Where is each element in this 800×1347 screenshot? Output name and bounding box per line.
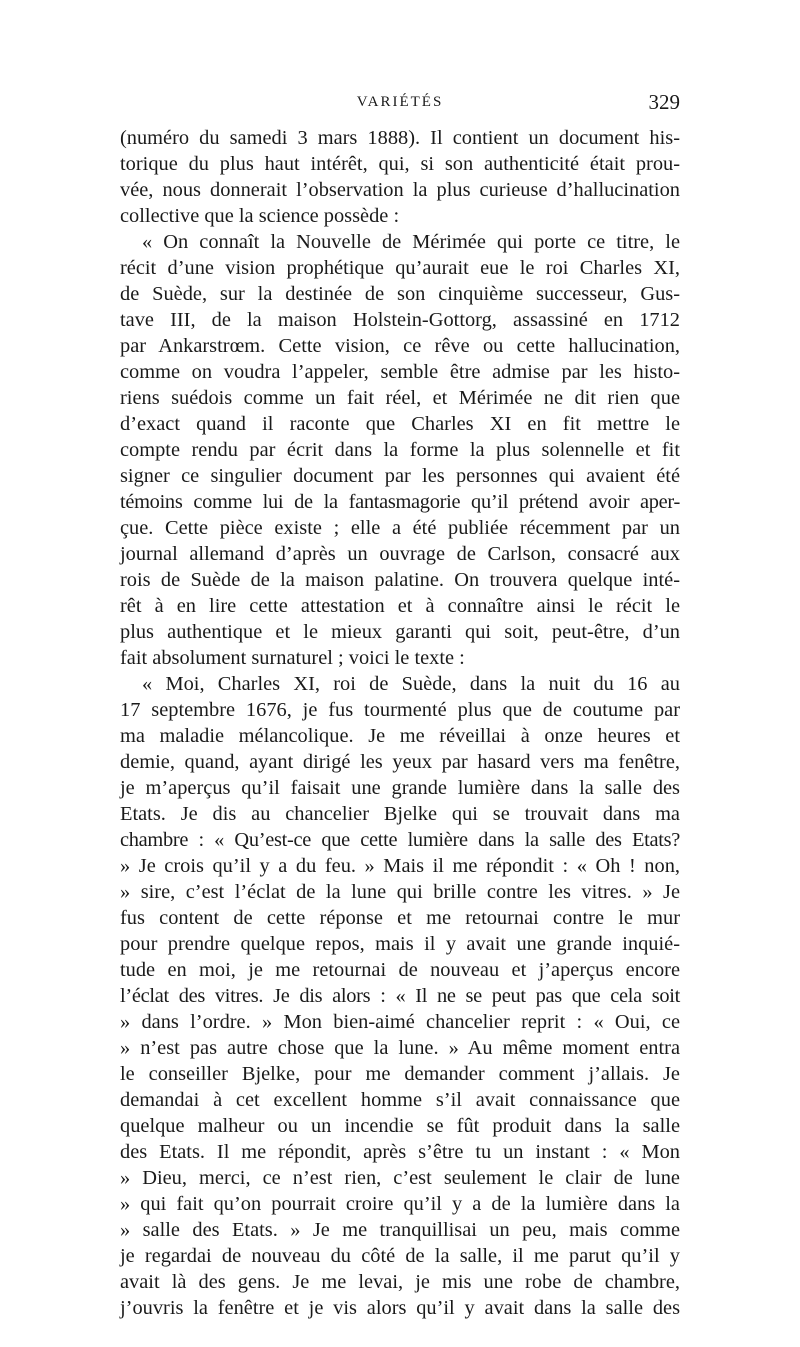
- text-line: tave III, de la maison Holstein-Gottorg, assassiné en 1712: [120, 309, 680, 331]
- text-line: demie, quand, ayant dirigé les yeux par hasard vers ma fenêtre,: [120, 751, 680, 773]
- text-line: signer ce singulier document par les personnes qui avaient été: [120, 465, 680, 487]
- page-number: 329: [648, 90, 680, 114]
- text-line: « On connaît la Nouvelle de Mérimée qui porte ce titre, le: [142, 231, 680, 253]
- text-line: [120, 1321, 680, 1347]
- text-line: journal allemand d’après un ouvrage de Carlson, consacré aux: [120, 543, 680, 565]
- text-line: riens suédois comme un fait réel, et Mérimée ne dit rien que: [120, 387, 680, 409]
- text-line: « Moi, Charles XI, roi de Suède, dans la nuit du 16 au: [142, 673, 680, 695]
- text-line: rêt à en lire cette attestation et à connaître ainsi le récit le: [120, 595, 680, 617]
- text-line: » sire, c’est l’éclat de la lune qui brille contre les vitres. » Je: [120, 881, 680, 903]
- body-text: [120, 125, 680, 1347]
- text-line: » dans l’ordre. » Mon bien-aimé chancelier reprit : « Oui, ce: [120, 1011, 680, 1033]
- text-line: fait absolument surnaturel ; voici le texte :: [120, 647, 465, 669]
- text-line: ma maladie mélancolique. Je me réveillai à onze heures et: [120, 725, 680, 747]
- text-line: » Dieu, merci, ce n’est rien, c’est seulement le clair de lune: [120, 1167, 680, 1189]
- running-head: [120, 90, 680, 116]
- text-line: rois de Suède de la maison palatine. On trouvera quelque inté-: [120, 569, 680, 591]
- text-line: j’ouvris la fenêtre et je vis alors qu’il y avait dans la salle des: [120, 1297, 680, 1319]
- text-line: chambre : « Qu’est-ce que cette lumière dans la salle des Etats?: [120, 829, 680, 851]
- text-line: par Ankarstrœm. Cette vision, ce rêve ou cette hallucination,: [120, 335, 680, 357]
- text-line: avait là des gens. Je me levai, je mis une robe de chambre,: [120, 1271, 680, 1293]
- text-line: tude en moi, je me retournai de nouveau et j’aperçus encore: [120, 959, 680, 981]
- text-line: pour prendre quelque repos, mais il y avait une grande inquié-: [120, 933, 680, 955]
- text-line: » n’est pas autre chose que la lune. » Au même moment entra: [120, 1037, 680, 1059]
- text-line: vée, nous donnerait l’observation la plus curieuse d’hallucination: [120, 179, 680, 201]
- text-line: d’exact quand il raconte que Charles XI en fit mettre le: [120, 413, 680, 435]
- text-line: quelque malheur ou un incendie se fût produit dans la salle: [120, 1115, 680, 1137]
- text-line: demandai à cet excellent homme s’il avait connaissance que: [120, 1089, 680, 1111]
- text-line: compte rendu par écrit dans la forme la plus solennelle et fit: [120, 439, 680, 461]
- text-line: » salle des Etats. » Je me tranquillisai un peu, mais comme: [120, 1219, 680, 1241]
- text-line: (numéro du samedi 3 mars 1888). Il contient un document his-: [120, 127, 680, 149]
- text-line: 17 septembre 1676, je fus tourmenté plus que de coutume par: [120, 699, 680, 721]
- text-line: de Suède, sur la destinée de son cinquième successeur, Gus-: [120, 283, 680, 305]
- text-line: çue. Cette pièce existe ; elle a été publiée récemment par un: [120, 517, 680, 539]
- text-line: des Etats. Il me répondit, après s’être tu un instant : « Mon: [120, 1141, 680, 1163]
- text-line: » Je crois qu’il y a du feu. » Mais il me répondit : « Oh ! non,: [120, 855, 680, 877]
- text-line: je regardai de nouveau du côté de la salle, il me parut qu’il y: [120, 1245, 680, 1267]
- text-line: témoins comme lui de la fantasmagorie qu’il prétend avoir aper-: [120, 491, 680, 513]
- text-line: l’éclat des vitres. Je dis alors : « Il ne se peut pas que cela soit: [120, 985, 680, 1007]
- text-line: plus authentique et le mieux garanti qui soit, peut-être, d’un: [120, 621, 680, 643]
- text-line: collective que la science possède :: [120, 205, 400, 227]
- text-line: » qui fait qu’on pourrait croire qu’il y a de la lumière dans la: [120, 1193, 680, 1215]
- text-line: récit d’une vision prophétique qu’aurait eue le roi Charles XI,: [120, 257, 680, 279]
- running-title: VARIÉTÉS: [356, 94, 444, 110]
- text-line: torique du plus haut intérêt, qui, si son authenticité était prou-: [120, 153, 680, 175]
- text-line: fus content de cette réponse et me retournai contre le mur: [120, 907, 680, 929]
- text-line: Etats. Je dis au chancelier Bjelke qui se trouvait dans ma: [120, 803, 680, 825]
- text-line: je m’aperçus qu’il faisait une grande lumière dans la salle des: [120, 777, 680, 799]
- text-line: comme on voudra l’appeler, semble être admise par les histo-: [120, 361, 680, 383]
- text-line: le conseiller Bjelke, pour me demander comment j’allais. Je: [120, 1063, 680, 1085]
